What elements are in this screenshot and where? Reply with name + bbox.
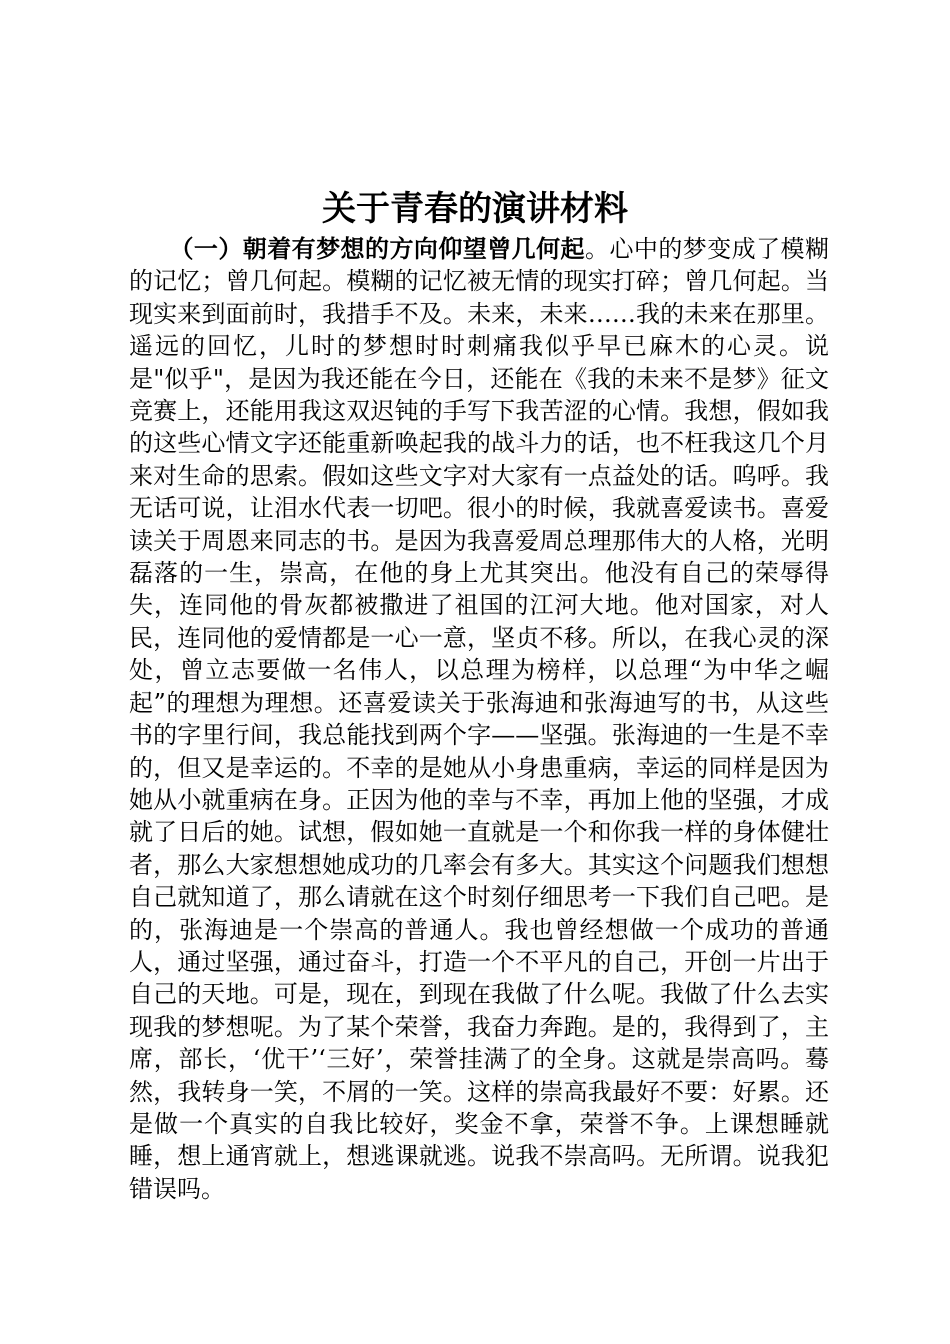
- body-paragraph: [129, 233, 829, 1205]
- lead-heading: （一）朝着有梦想的方向仰望曾几何起: [169, 235, 585, 263]
- body-text: 。心中的梦变成了模糊的记忆；曾几何起。模糊的记忆被无情的现实打碎；曾几何起。当现实来到面前时，我措手不及。未来，未来……我的未来在那里。遥远的回忆，儿时的梦想时时刺痛我似乎早已麻木的心灵。说是"似乎"，是因为我还能在今日，还能在《我的未来不是梦》征文竞赛上，还能用我这双迟钝的手写下我苦涩的心情。我想，假如我的这些心情文字还能重新唤起我的战斗力的话，也不枉我这几个月来对生命的思索。假如这些文字对大家有一点益处的话。呜呼。我无话可说，让泪水代表一切吧。很小的时候，我就喜爱读书。喜爱读关于周恩来同志的书。是因为我喜爱周总理那伟大的人格，光明磊落的一生，崇高，在他的身上尤其突出。他没有自己的荣辱得失，连同他的骨灰都被撒进了祖国的江河大地。他对国家，对人民，连同他的爱情都是一心一意，坚贞不移。所以，在我心灵的深处，曾立志要做一名伟人，以总理为榜样，以总理“为中华之崛起”的理想为理想。还喜爱读关于张海迪和张海迪写的书，从这些书的字里行间，我总能找到两个字——坚强。张海迪的一生是不幸的，但又是幸运的。不幸的是她从小身患重病，幸运的同样是因为她从小就重病在身。正因为他的幸与不幸，再加上他的坚强，才成就了日后的她。试想，假如她一直就是一个和你我一样的身体健壮者，那么大家想想她成功的几率会有多大。其实这个问题我们想想自己就知道了，那么请就在这个时刻仔细思考一下我们自己吧。是的，张海迪是一个崇高的普通人。我也曾经想做一个成功的普通人，通过坚强，通过奋斗，打造一个不平凡的自己，开创一片出于自己的天地。可是，现在，到现在我做了什么呢。我做了什么去实现我的梦想呢。为了某个荣誉，我奋力奔跑。是的，我得到了，主席，部长，‘优干’‘三好’，荣誉挂满了的全身。这就是崇高吗。蓦然，我转身一笑，不屑的一笑。这样的崇高我最好不要：好累。还是做一个真实的自我比较好，奖金不拿，荣誉不争。上课想睡就睡，想上通宵就上，想逃课就逃。说我不崇高吗。无所谓。说我犯错误吗。: [129, 235, 829, 1203]
- document-title: 关于青春的演讲材料: [322, 189, 628, 229]
